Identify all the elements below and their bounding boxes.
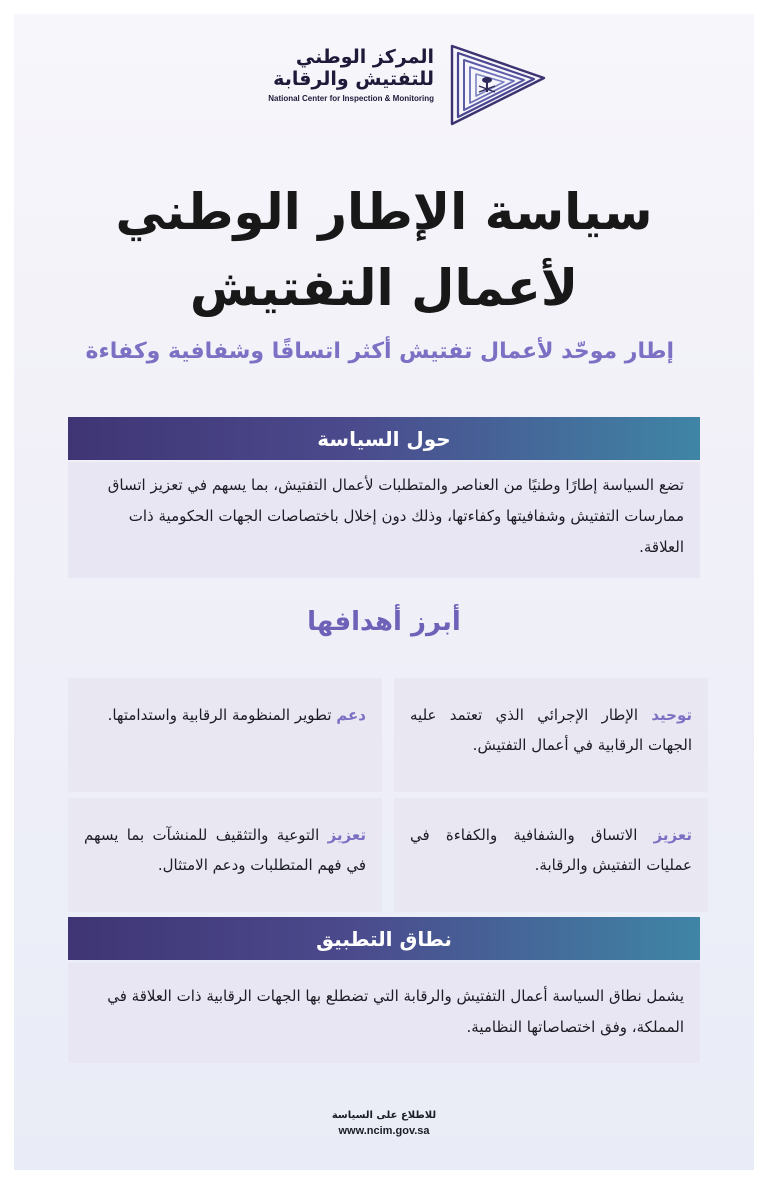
goal-1-text: الإطار الإجرائي الذي تعتمد عليه الجهات الرقابية في أعمال التفتيش. xyxy=(410,706,692,754)
goal-4-text: التوعية والتثقيف للمنشآت بما يسهم في فهم المتطلبات ودعم الامتثال. xyxy=(84,826,366,874)
subtitle: إطار موحّد لأعمال تفتيش أكثر اتساقًا وشفافية وكفاءة xyxy=(85,339,674,364)
goal-card-1 xyxy=(394,678,708,792)
logo-name-ar-line2: للتفتيش والرقابة xyxy=(273,68,434,90)
goal-2-key: دعم xyxy=(336,706,366,724)
ncim-emblem-icon xyxy=(444,38,554,128)
title-line-1: سياسة الإطار الوطني xyxy=(115,183,653,241)
scope-text: يشمل نطاق السياسة أعمال التفتيش والرقابة التي تضطلع بها الجهات الرقابية ذات العلاقة في المملكة، وفق اختصاصاتها النظامية. xyxy=(68,963,700,1063)
title-line-2: لأعمال التفتيش xyxy=(189,259,579,317)
goal-card-2 xyxy=(68,678,382,792)
poster xyxy=(14,14,754,1170)
logo-name-ar-line1: المركز الوطني xyxy=(295,46,434,68)
ncim-logo xyxy=(234,38,554,128)
goal-3-key: تعزيز xyxy=(653,826,692,844)
footer-label: للاطلاع على السياسة xyxy=(331,1110,437,1121)
footer-url-link[interactable]: www.ncim.gov.sa xyxy=(338,1125,430,1137)
page-title xyxy=(14,174,754,326)
logo-text xyxy=(268,46,434,103)
logo-name-en: National Center for Inspection & Monitoring xyxy=(268,94,434,103)
about-text: تضع السياسة إطارًا وطنيًا من العناصر والمتطلبات لأعمال التفتيش، بما يسهم في تعزيز اتساق ممارسات التفتيش وشفافيتها وكفاءتها، وذلك دون إخلال باختصاصات الجهات الحكومية ذات العلاقة. xyxy=(68,462,700,578)
goal-3-text: الاتساق والشفافية والكفاءة في عمليات التفتيش والرقابة. xyxy=(410,826,692,874)
scope-heading: نطاق التطبيق xyxy=(68,917,700,960)
goal-1-key: توحيد xyxy=(651,706,692,724)
footer xyxy=(314,1110,454,1137)
goal-4-key: تعزيز xyxy=(327,826,366,844)
goals-heading: أبرز أهدافها xyxy=(307,607,461,637)
goal-card-4 xyxy=(68,798,382,912)
goal-2-text: تطوير المنظومة الرقابية واستدامتها. xyxy=(107,706,337,724)
goal-card-3 xyxy=(394,798,708,912)
about-heading: حول السياسة xyxy=(68,417,700,460)
